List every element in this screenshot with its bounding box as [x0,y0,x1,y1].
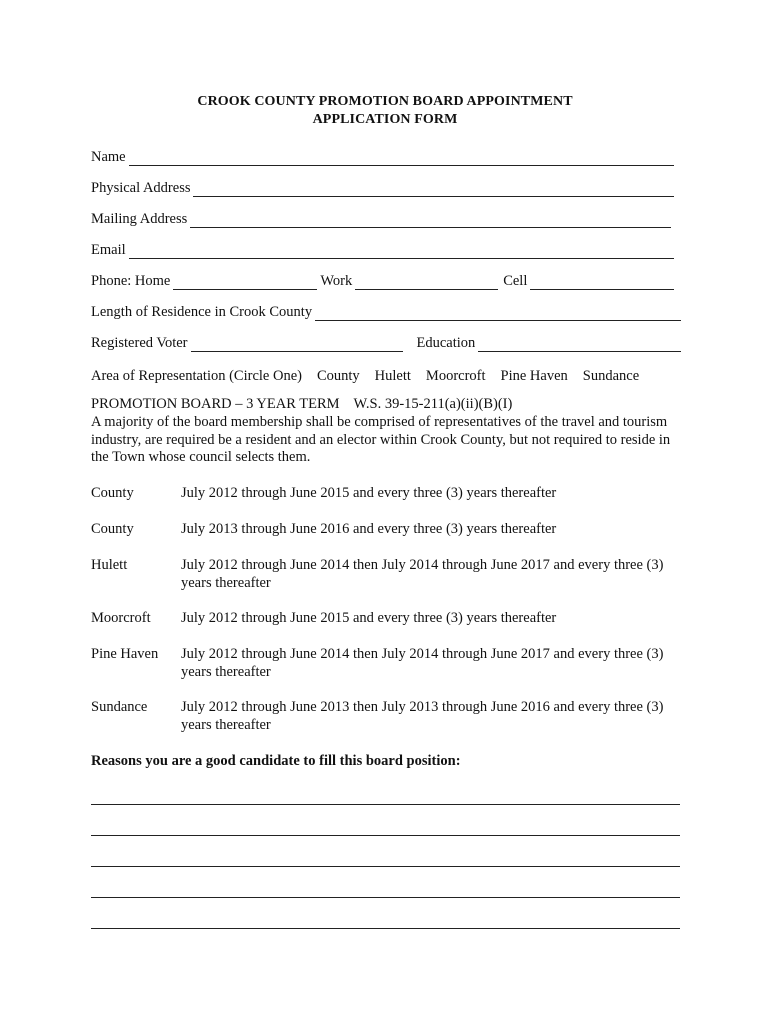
statute-citation: W.S. 39-15-211(a)(ii)(B)(I) [353,396,513,412]
phone-row [91,270,674,290]
email-field[interactable] [129,243,674,259]
registered-voter-field[interactable] [191,336,403,352]
form-title-line-2: APPLICATION FORM [312,112,458,127]
reasons-answer-line[interactable] [91,866,680,867]
term-description: July 2012 through June 2015 and every three (3) years thereafter [181,485,557,501]
area-option-county[interactable]: County [316,368,360,384]
area-option-pine-haven[interactable]: Pine Haven [500,368,568,384]
mailing-address-row [91,208,671,228]
area-option-sundance[interactable]: Sundance [582,368,640,384]
term-area: County [91,485,134,501]
statute-heading: PROMOTION BOARD – 3 YEAR TERM [91,396,340,412]
physical-address-row [91,177,674,197]
term-area: Pine Haven [91,646,159,662]
area-option-hulett[interactable]: Hulett [374,368,411,384]
term-area: County [91,521,134,537]
residence-length-label: Length of Residence in Crook County [91,304,313,320]
phone-home-field[interactable] [173,274,317,290]
voter-education-row [91,332,681,352]
mailing-address-label: Mailing Address [91,211,188,227]
form-title-line-1: CROOK COUNTY PROMOTION BOARD APPOINTMENT [197,94,573,109]
name-row [91,146,674,166]
term-description: July 2012 through June 2014 then July 2014 through June 2017 and every three (3) years thereafter [181,646,664,680]
name-label: Name [91,149,126,165]
reasons-label: Reasons you are a good candidate to fill this board position: [91,753,461,769]
term-description: July 2012 through June 2015 and every three (3) years thereafter [181,610,557,626]
phone-home-label: Phone: Home [91,273,171,289]
email-row [91,239,674,259]
email-label: Email [91,242,126,258]
registered-voter-label: Registered Voter [91,335,188,351]
statute-heading-row [91,396,512,413]
reasons-answer-line[interactable] [91,897,680,898]
term-area: Sundance [91,699,148,715]
reasons-answer-line[interactable] [91,835,680,836]
physical-address-label: Physical Address [91,180,191,196]
area-of-representation-row [91,365,639,385]
residence-length-row [91,301,681,321]
reasons-answer-line[interactable] [91,804,680,805]
area-option-moorcroft[interactable]: Moorcroft [425,368,486,384]
residence-length-field[interactable] [315,305,681,321]
phone-cell-field[interactable] [530,274,674,290]
reasons-answer-line[interactable] [91,928,680,929]
phone-cell-label: Cell [503,273,528,289]
term-description: July 2012 through June 2014 then July 2014 through June 2017 and every three (3) years thereafter [181,557,664,591]
statute-text: A majority of the board membership shall be comprised of representatives of the travel and tourism industry, are required be a resident and an elector within Crook County, but not required to reside in the Town whose council selects them. [91,414,671,465]
term-area: Moorcroft [91,610,151,626]
name-field[interactable] [129,150,674,166]
phone-work-label: Work [320,273,353,289]
term-description: July 2013 through June 2016 and every three (3) years thereafter [181,521,557,537]
education-field[interactable] [478,336,681,352]
education-label: Education [416,335,476,351]
mailing-address-field[interactable] [190,212,671,228]
physical-address-field[interactable] [193,181,674,197]
term-area: Hulett [91,557,128,573]
area-of-representation-label: Area of Representation (Circle One) [91,368,302,384]
term-description: July 2012 through June 2013 then July 2013 through June 2016 and every three (3) years thereafter [181,699,664,733]
phone-work-field[interactable] [355,274,498,290]
